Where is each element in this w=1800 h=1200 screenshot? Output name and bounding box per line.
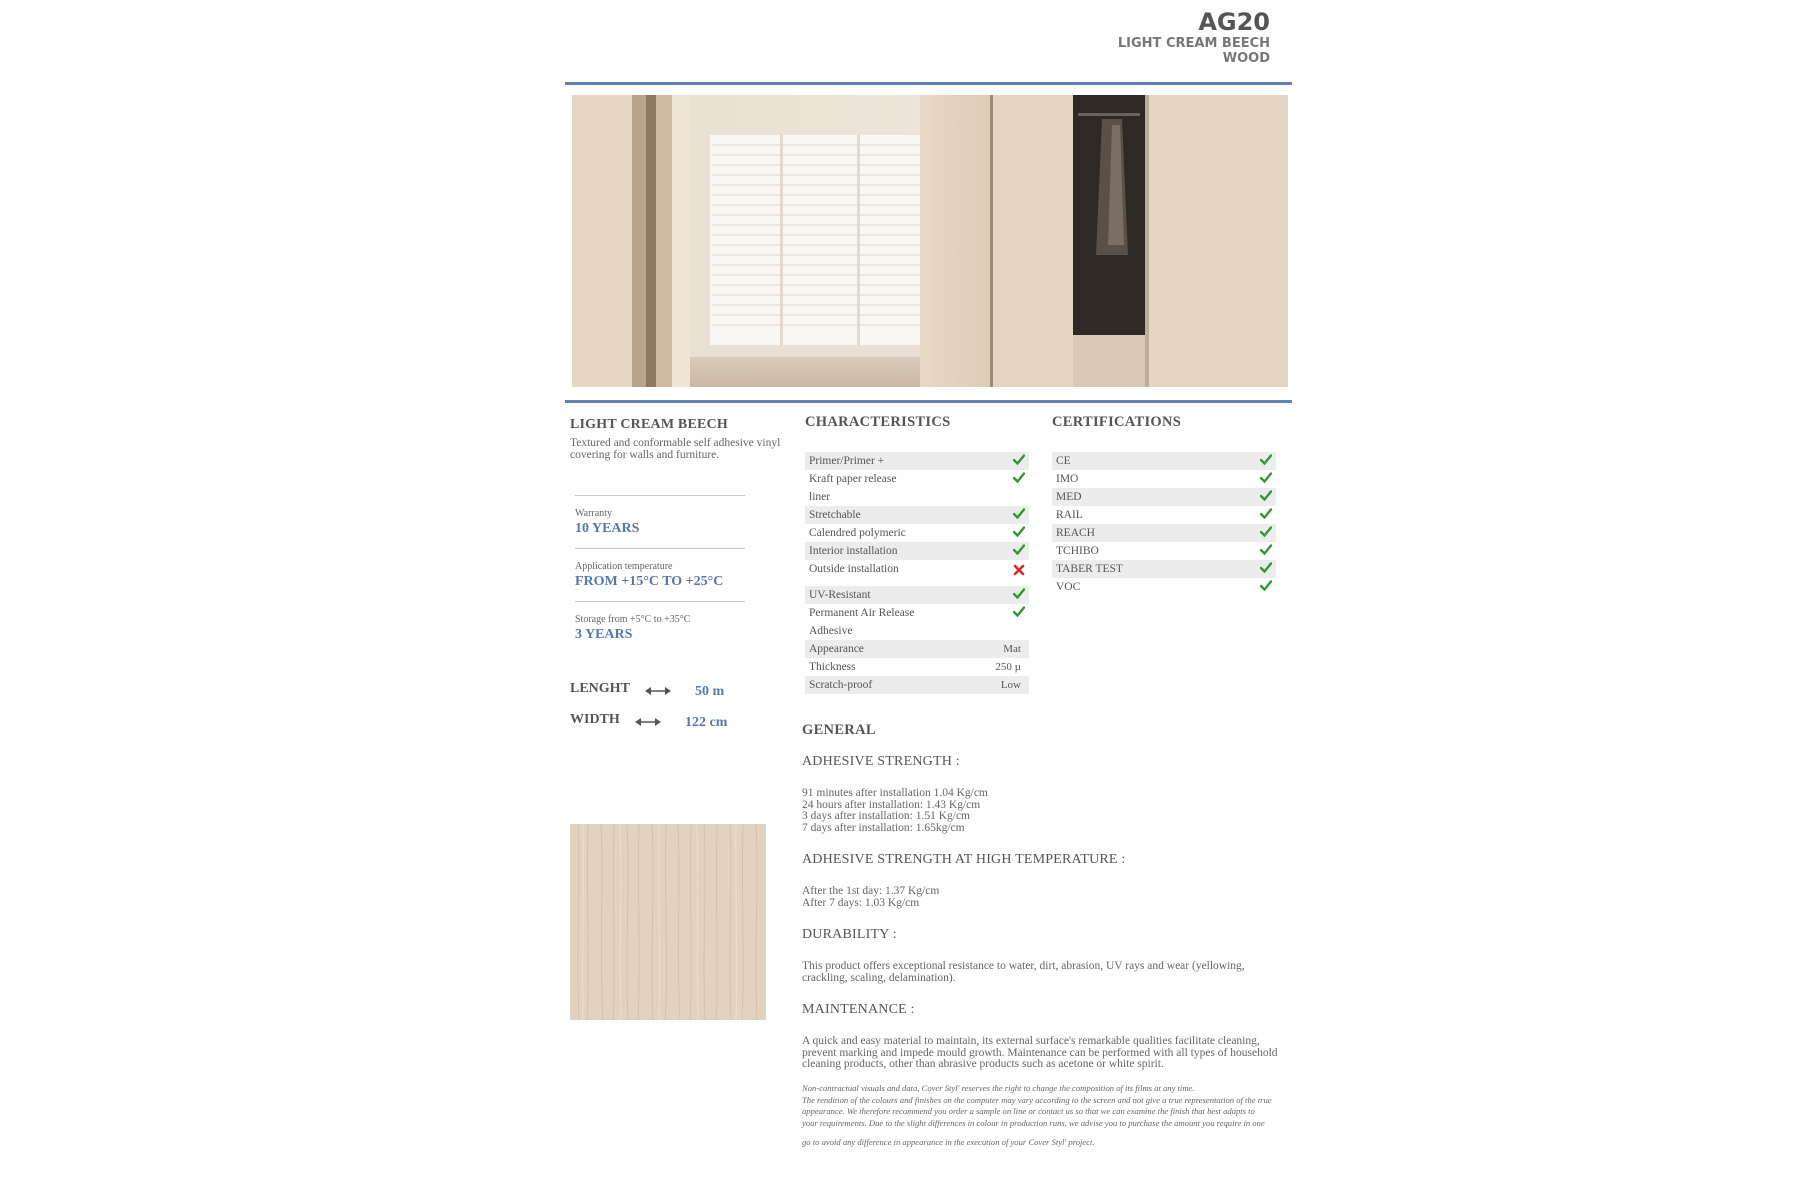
characteristic-label-continued: liner (809, 491, 831, 503)
text-line: cleaning products, other than abrasive products such as acetone or white spirit. (802, 1058, 1164, 1070)
certification-label: MED (1056, 491, 1082, 503)
certification-row (1052, 452, 1276, 470)
characteristic-row (805, 506, 1029, 524)
certification-row (1052, 470, 1276, 488)
text-line: After the 1st day: 1.37 Kg/cm (802, 885, 940, 897)
characteristic-label: Scratch-proof (809, 679, 873, 691)
check-icon (1013, 604, 1025, 624)
certifications-table (1052, 452, 1276, 596)
check-icon (1260, 452, 1272, 472)
durability-heading: DURABILITY : (802, 927, 897, 942)
double-arrow-icon (645, 685, 671, 697)
characteristic-label: Stretchable (809, 509, 861, 521)
characteristic-label: Calendred polymeric (809, 527, 906, 539)
characteristic-row (805, 586, 1029, 604)
check-icon (1260, 578, 1272, 598)
characteristic-row (805, 524, 1029, 542)
double-arrow-icon (635, 716, 661, 728)
characteristic-value: Mat (1003, 643, 1021, 655)
temperature-value: FROM +15°C TO +25°C (575, 574, 724, 589)
characteristic-row (805, 604, 1029, 640)
check-icon (1260, 560, 1272, 580)
text-line: prevent marking and impede mould growth. Maintenance can be performed with all types of household (802, 1046, 1278, 1059)
product-description (570, 437, 785, 461)
divider (575, 495, 745, 496)
disclaimer-line: The rendition of the colours and finishes on the computer may vary according to the screen and not give a true representation of the true (802, 1094, 1272, 1105)
characteristic-value: 250 µ (995, 661, 1021, 673)
characteristic-label: Appearance (809, 643, 864, 655)
check-icon (1260, 524, 1272, 544)
certification-label: CE (1056, 455, 1071, 467)
check-icon (1013, 506, 1025, 526)
disclaimer-line: go to avoid any difference in appearance in the execution of your Cover Styl' project. (802, 1137, 1095, 1147)
disclaimer (802, 1083, 1302, 1149)
text-line: This product offers exceptional resistance to water, dirt, abrasion, UV rays and wear (yellowing, (802, 960, 1245, 972)
certification-label: TCHIBO (1056, 545, 1099, 557)
characteristic-label: Kraft paper release (809, 473, 897, 485)
product-sheet (500, 0, 1300, 1200)
characteristic-label: Outside installation (809, 563, 899, 575)
certification-label: IMO (1056, 473, 1079, 485)
certification-row (1052, 524, 1276, 542)
product-description-line: Textured and conformable self adhesive vinyl (570, 437, 781, 449)
cross-icon (1013, 560, 1025, 582)
characteristic-label: UV-Resistant (809, 589, 871, 601)
characteristic-label: Permanent Air Release (809, 607, 915, 619)
middle-divider (565, 400, 1292, 403)
check-icon (1260, 470, 1272, 490)
text-line: After 7 days: 1.03 Kg/cm (802, 896, 920, 909)
certification-row (1052, 506, 1276, 524)
check-icon (1013, 470, 1025, 490)
characteristic-row (805, 470, 1029, 506)
length-value: 50 m (695, 684, 725, 699)
text-line: crackling, scaling, delamination). (802, 971, 956, 984)
characteristic-row (805, 542, 1029, 560)
interior-photo (572, 95, 1288, 387)
disclaimer-line: Non-contractual visuals and data, Cover Styl' reserves the right to change the composition of its films at any time. (802, 1083, 1195, 1093)
width-label: WIDTH (570, 712, 620, 727)
certification-row (1052, 578, 1276, 596)
characteristics-heading: CHARACTERISTICS (805, 414, 951, 430)
characteristic-label: Primer/Primer + (809, 455, 885, 467)
text-line: 7 days after installation: 1.65kg/cm (802, 821, 965, 834)
characteristic-row (805, 658, 1029, 676)
check-icon (1260, 542, 1272, 562)
divider (575, 548, 745, 549)
wood-grain-texture (570, 824, 766, 1020)
characteristics-table (805, 452, 1029, 694)
warranty-value: 10 YEARS (575, 521, 640, 536)
characteristic-row (805, 676, 1029, 694)
disclaimer-line: appearance. We therefore recommend you order a sample on line or contact us so that we can examine the finish that best adapts to (802, 1106, 1255, 1116)
characteristic-value: Low (1000, 679, 1021, 691)
certification-row (1052, 542, 1276, 560)
check-icon (1013, 586, 1025, 606)
maintenance-text (802, 1036, 1302, 1071)
text-line: 24 hours after installation: 1.43 Kg/cm (802, 798, 981, 811)
check-icon (1013, 542, 1025, 562)
certification-row (1052, 560, 1276, 578)
certification-label: RAIL (1056, 509, 1083, 521)
check-icon (1013, 524, 1025, 544)
temperature-label: Application temperature (575, 561, 673, 572)
certifications-heading: CERTIFICATIONS (1052, 414, 1182, 430)
warranty-label: Warranty (575, 508, 612, 519)
product-subtitle-line2: WOOD (1222, 51, 1270, 66)
divider (575, 601, 745, 602)
product-code: AG20 (1198, 8, 1270, 36)
text-line: 3 days after installation: 1.51 Kg/cm (802, 810, 970, 822)
storage-label: Storage from +5°C to +35°C (575, 614, 691, 625)
characteristic-row (805, 560, 1029, 586)
certification-label: TABER TEST (1056, 563, 1123, 575)
adhesive-strength-text (802, 788, 1302, 834)
certification-label: VOC (1056, 581, 1081, 593)
product-name: LIGHT CREAM BEECH (570, 417, 728, 432)
check-icon (1260, 488, 1272, 508)
characteristic-label: Interior installation (809, 545, 898, 557)
text-line: 91 minutes after installation 1.04 Kg/cm (802, 787, 988, 799)
maintenance-heading: MAINTENANCE : (802, 1002, 915, 1017)
general-heading: GENERAL (802, 722, 876, 738)
product-description-line: covering for walls and furniture. (570, 449, 720, 461)
disclaimer-line: your requirements. Due to the slight differences in colour in production runs, we advise you to purchase the amount you require in one (802, 1117, 1265, 1128)
characteristic-label: Thickness (809, 661, 856, 673)
storage-value: 3 YEARS (575, 627, 633, 642)
high-temperature-text (802, 886, 1302, 909)
adhesive-strength-heading: ADHESIVE STRENGTH : (802, 754, 960, 769)
top-divider (565, 82, 1292, 85)
length-label: LENGHT (570, 681, 630, 696)
interior-illustration (572, 95, 1288, 387)
certification-label: REACH (1056, 527, 1095, 539)
product-subtitle-line1: LIGHT CREAM BEECH (1117, 36, 1270, 51)
characteristic-row (805, 452, 1029, 470)
check-icon (1013, 452, 1025, 472)
width-value: 122 cm (685, 715, 728, 730)
text-line: A quick and easy material to maintain, its external surface's remarkable qualities facilitate cleaning, (802, 1035, 1260, 1047)
high-temperature-heading: ADHESIVE STRENGTH AT HIGH TEMPERATURE : (802, 852, 1126, 867)
durability-text (802, 961, 1302, 984)
wood-swatch (570, 824, 766, 1020)
characteristic-label-continued: Adhesive (809, 625, 853, 637)
check-icon (1260, 506, 1272, 526)
characteristic-row (805, 640, 1029, 658)
certification-row (1052, 488, 1276, 506)
